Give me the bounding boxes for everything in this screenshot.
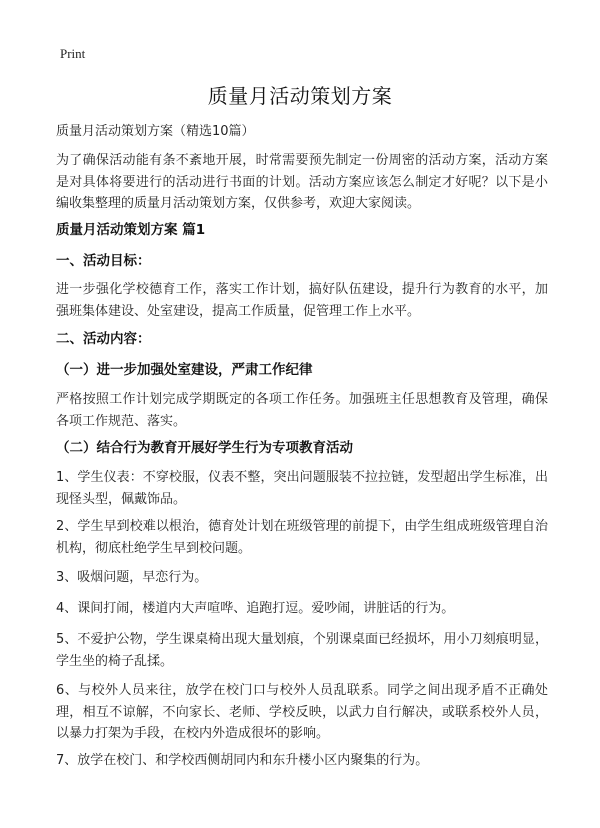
list-item: 5、不爱护公物，学生课桌椅出现大量划痕，个别课桌面已经损坏，用小刀刻痕明显，学生坐的椅子乱揉。 <box>56 632 548 669</box>
intro-paragraph: 为了确保活动能有条不紊地开展，时常需要预先制定一份周密的活动方案，活动方案是对具体将要进行的活动进行书面的计划。活动方案应该怎么制定才好呢？以下是小编收集整理的质量月活动策划方案，仅供参考，欢迎大家阅读。 <box>56 153 548 211</box>
section-title: 质量月活动策划方案 篇1 <box>56 222 206 238</box>
list-item: 3、吸烟问题，早恋行为。 <box>56 570 208 585</box>
list-item: 6、与校外人员来往，放学在校门口与校外人员乱联系。同学之间出现矛盾不正确处理，相互不谅解，不向家长、老师、学校反映，以武力自行解决，或联系校外人员，以暴力打架为手段，在校内外造成很坏的影响。 <box>56 683 548 741</box>
page-title: 质量月活动策划方案 <box>207 84 393 108</box>
content-heading: 二、活动内容： <box>56 331 151 347</box>
sub-heading-1: （一）进一步加强处室建设，严肃工作纪律 <box>56 362 313 378</box>
list-item: 2、学生早到校难以根治，德育处计划在班级管理的前提下，由学生组成班级管理自治机构，彻底杜绝学生早到校问题。 <box>56 519 548 556</box>
list-item: 1、学生仪表：不穿校服，仪表不整，突出问题服装不拉拉链，发型超出学生标准，出现怪头型，佩戴饰品。 <box>56 470 548 507</box>
list-item: 7、放学在校门、和学校西侧胡同内和东升楼小区内聚集的行为。 <box>56 753 429 768</box>
goal-paragraph: 进一步强化学校德育工作，落实工作计划，搞好队伍建设，提升行为教育的水平，加强班集体建设、处室建设，提高工作质量，促管理工作上水平。 <box>56 282 548 319</box>
goal-heading: 一、活动目标： <box>56 253 151 269</box>
print-link[interactable]: Print <box>60 46 86 61</box>
document-subtitle: 质量月活动策划方案（精选10篇） <box>56 124 255 139</box>
sub-paragraph-1: 严格按照工作计划完成学期既定的各项工作任务。加强班主任思想教育及管理，确保各项工作规范、落实。 <box>56 392 548 429</box>
list-item: 4、课间打闹，楼道内大声喧哗、追跑打逗。爱吵闹，讲脏话的行为。 <box>56 601 455 616</box>
sub-heading-2: （二）结合行为教育开展好学生行为专项教育活动 <box>56 440 353 456</box>
